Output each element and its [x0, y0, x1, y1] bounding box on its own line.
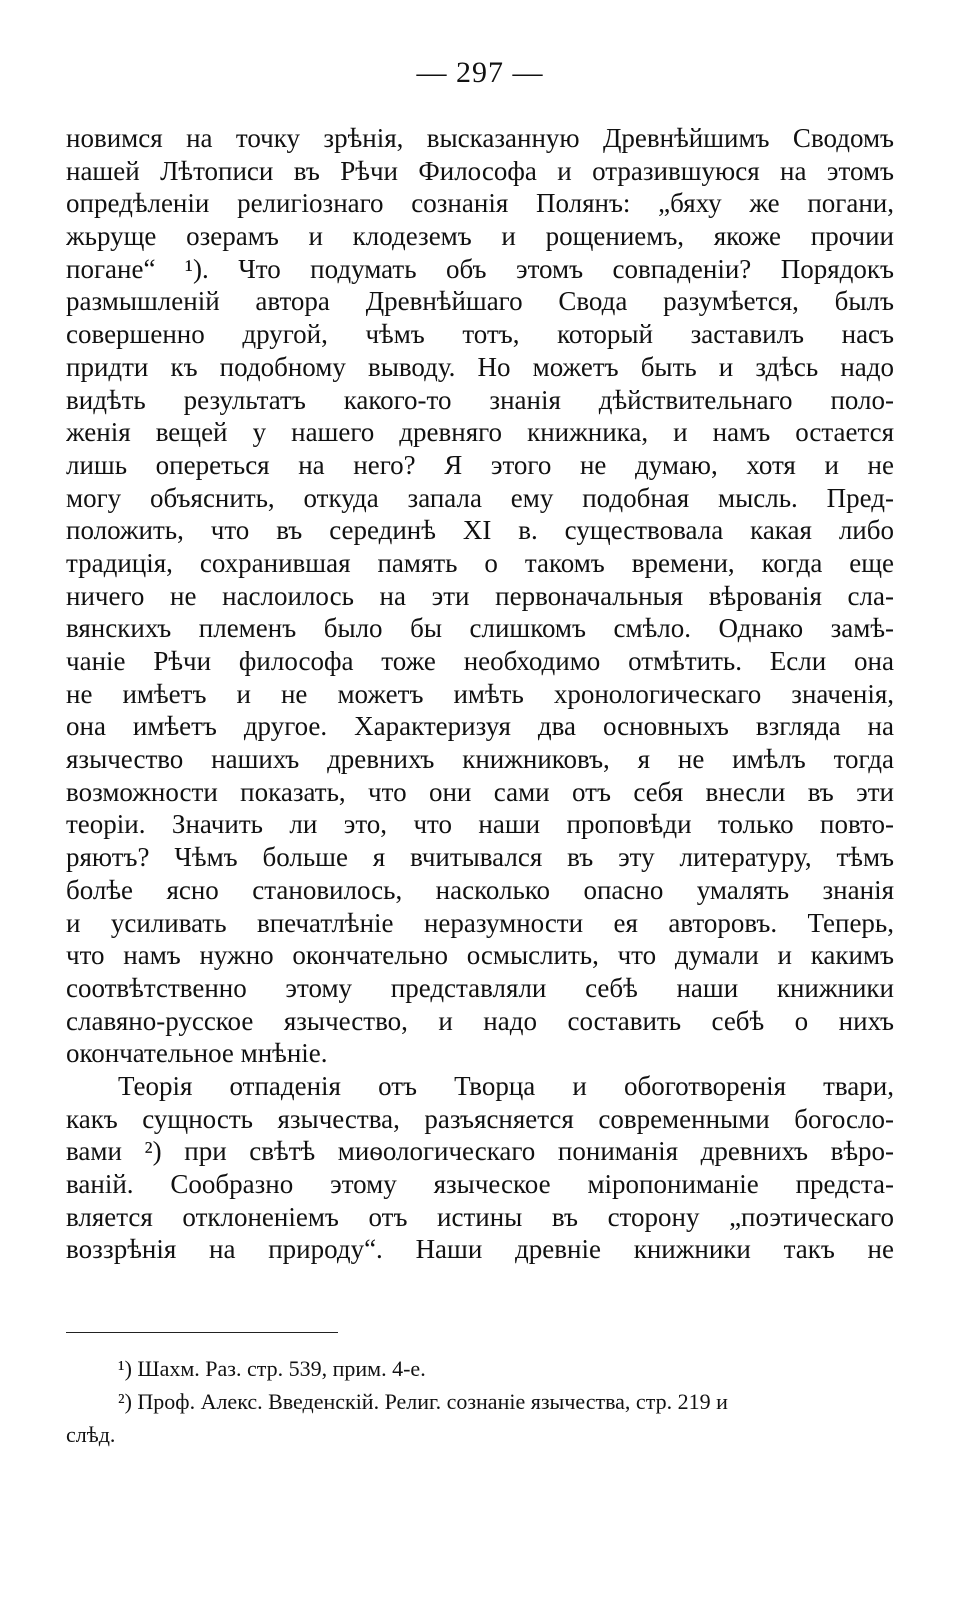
- text-line: размышленій автора Древнѣйшаго Свода разумѣется, былъ: [66, 286, 894, 317]
- text-line: лишь опереться на него? Я этого не думаю, хотя и не: [66, 449, 894, 480]
- text-line: вляется отклоненіемъ отъ истины въ сторону „поэтическаго: [66, 1201, 894, 1232]
- text-line: ничего не наслоилось на эти первоначальныя вѣрованія сла-: [66, 580, 894, 611]
- text-line: какъ сущность язычества, разъясняется современными богосло-: [66, 1103, 894, 1134]
- text-line: воззрѣнія на природу“. Наши древніе книжники такъ не: [66, 1234, 894, 1265]
- text-line: опредѣленіи религіознаго сознанія Полянъ: „бяху же погани,: [66, 188, 894, 219]
- text-line: теоріи. Значить ли это, что наши проповѣди только повто-: [66, 809, 894, 840]
- text-line: видѣть результатъ какого-то знанія дѣйствительнаго поло-: [66, 384, 894, 415]
- text-line: соотвѣтственно этому представляли себѣ наши книжники: [66, 972, 894, 1003]
- text-line: новимся на точку зрѣнія, высказанную Древнѣйшимъ Сводомъ: [66, 123, 894, 153]
- text-line: окончательное мнѣніе.: [66, 1038, 328, 1069]
- text-line: славяно-русское язычество, и надо составить себѣ о нихъ: [66, 1005, 894, 1036]
- text-line: язычество нашихъ древнихъ книжниковъ, я не имѣлъ тогда: [66, 744, 894, 775]
- text-line: что намъ нужно окончательно осмыслить, что думали и какимъ: [66, 940, 894, 971]
- footnote-divider: [66, 1332, 338, 1333]
- body-text: [66, 122, 894, 1266]
- text-line: придти къ подобному выводу. Но можетъ быть и здѣсь надо: [66, 351, 894, 382]
- text-line: чаніе Рѣчи философа тоже необходимо отмѣтить. Если она: [66, 646, 894, 676]
- text-line: ряютъ? Чѣмъ больше я вчитывался въ эту литературу, тѣмъ: [66, 842, 894, 873]
- text-line: она имѣетъ другое. Характеризуя два основныхъ взгляда на: [66, 711, 894, 742]
- text-line: женія вещей у нашего древняго книжника, и намъ остается: [66, 417, 894, 448]
- text-line: могу объяснить, откуда запала ему подобная мысль. Пред-: [66, 482, 894, 513]
- text-line: традиція, сохранившая память о такомъ времени, когда еще: [66, 547, 894, 578]
- footnote-line: ¹) Шахм. Раз. стр. 539, прим. 4-е.: [118, 1356, 426, 1381]
- text-line: не имѣетъ и не можетъ имѣть хронологическаго значенія,: [66, 678, 894, 709]
- text-line: и усиливать впечатлѣніе неразумности ея авторовъ. Теперь,: [66, 907, 894, 938]
- text-line: погане“ ¹). Что подумать объ этомъ совпаденіи? Порядокъ: [66, 253, 894, 284]
- text-line: жьруще озерамъ и клодеземъ и рощениемъ, якоже прочии: [66, 221, 894, 252]
- text-line: положить, что въ серединѣ XI в. существовала какая либо: [66, 515, 894, 546]
- text-line: ваній. Сообразно этому языческое міропониманіе предста-: [66, 1169, 894, 1199]
- text-line: возможности показать, что они сами отъ себя внесли въ эти: [66, 776, 894, 807]
- footnote-line: ²) Проф. Алекс. Введенскій. Религ. сознаніе язычества, стр. 219 и: [118, 1389, 728, 1414]
- text-line: совершенно другой, чѣмъ тотъ, который заставилъ насъ: [66, 319, 894, 350]
- text-line: Теорія отпаденія отъ Творца и обоготворенія твари,: [118, 1070, 894, 1101]
- footnotes: [66, 1352, 894, 1451]
- text-line: болѣе ясно становилось, насколько опасно умалять знанія: [66, 874, 894, 905]
- text-line: вами ²) при свѣтѣ миѳологическаго пониманія древнихъ вѣро-: [66, 1136, 894, 1167]
- footnote-line: слѣд.: [66, 1422, 116, 1447]
- text-line: нашей Лѣтописи въ Рѣчи Философа и отразившуюся на этомъ: [66, 155, 894, 186]
- page-number: — 297 —: [416, 56, 544, 89]
- text-line: вянскихъ племенъ было бы слишкомъ смѣло. Однако замѣ-: [66, 613, 894, 644]
